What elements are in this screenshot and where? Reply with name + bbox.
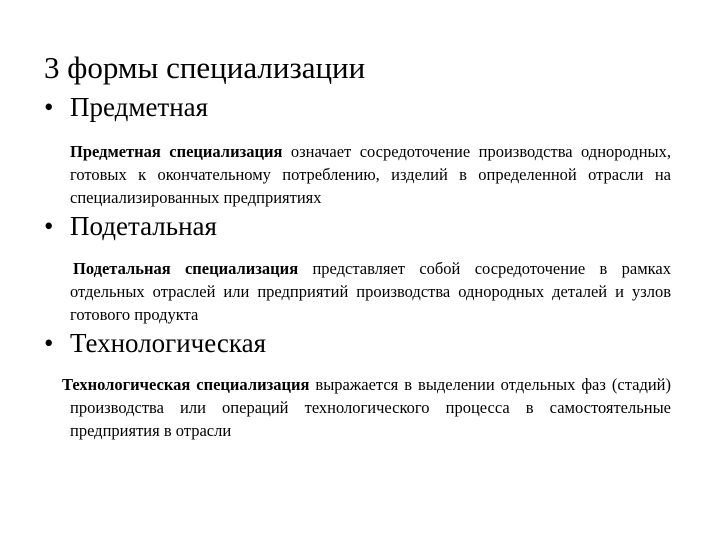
- bullet-item-podetalnaya: [44, 210, 217, 242]
- slide-title: 3 формы специализации: [44, 50, 366, 85]
- bullet-item-predmetnaya: [44, 91, 208, 123]
- bullet-icon: •: [44, 92, 54, 122]
- bullet-icon: •: [44, 328, 54, 358]
- definition-text: выражается в выделении отдельных фаз (стадий) производства или операций технологического процесса в самостоятельные предприятия в отрасли: [70, 375, 671, 440]
- definition-term: Предметная специализация: [70, 142, 283, 161]
- bullet-icon: •: [44, 211, 54, 241]
- bullet-heading: Технологическая: [70, 328, 267, 358]
- bullet-heading: Предметная: [70, 92, 209, 122]
- bullet-heading: Подетальная: [70, 211, 217, 241]
- definition-term: Подетальная специализация: [73, 259, 299, 278]
- bullet-item-tekhnologicheskaya: [44, 327, 266, 359]
- definition-paragraph: [70, 140, 671, 209]
- definition-paragraph: [62, 373, 671, 442]
- definition-text: представляет собой сосредоточение в рамках отдельных отраслей или предприятий производства однородных деталей и узлов готового продукта: [70, 259, 672, 324]
- definition-term: Технологическая специализация: [62, 375, 310, 394]
- definition-text: означает сосредоточение производства однородных, готовых к окончательному потреблению, изделий в определенной отрасли на специализированных предприятиях: [70, 142, 671, 207]
- definition-paragraph: [70, 257, 671, 326]
